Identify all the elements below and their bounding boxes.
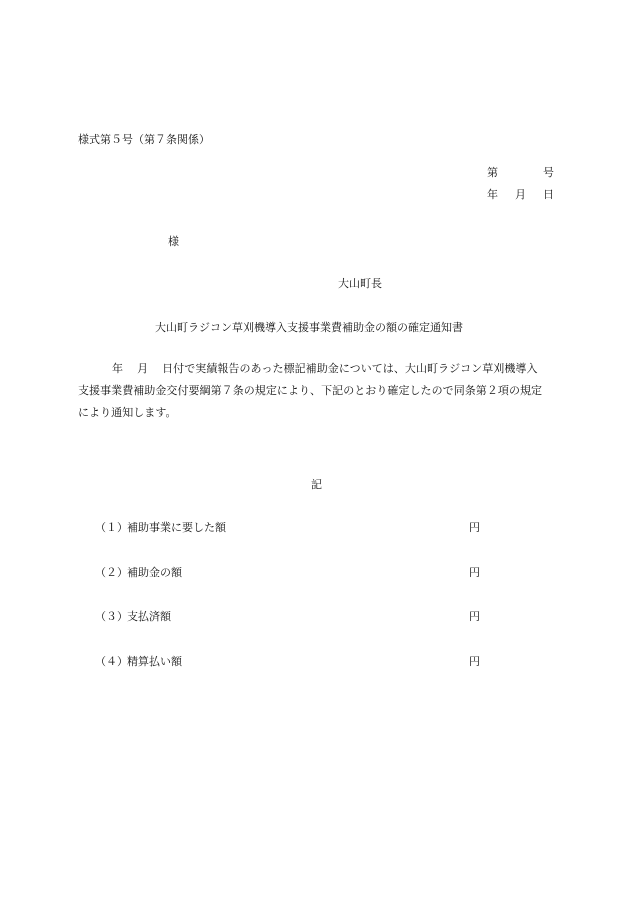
body-paragraph	[78, 358, 556, 424]
document-number	[487, 164, 554, 180]
body-line-1	[78, 358, 556, 380]
body-line-2: 支援事業費補助金交付要綱第７条の規定により、下記のとおり確定したので同条第２項の規定	[78, 384, 543, 397]
item-number: （２）	[95, 566, 128, 579]
document-title: 大山町ラジコン草刈機導入支援事業費補助金の額の確定通知書	[155, 321, 463, 334]
form-label: 様式第５号（第７条関係）	[78, 133, 210, 146]
item-label: 補助金の額	[127, 566, 182, 579]
item-row	[95, 519, 480, 535]
document-date	[487, 186, 554, 202]
item-row	[95, 608, 480, 624]
body-year: 年	[112, 362, 124, 375]
date-day: 日	[543, 188, 554, 201]
body-month: 月	[137, 362, 149, 375]
item-row	[95, 564, 480, 580]
sender-name: 大山町長	[338, 277, 382, 290]
item-label: 精算払い額	[127, 655, 182, 668]
number-suffix: 号	[543, 166, 554, 179]
item-row	[95, 653, 480, 669]
item-unit: 円	[469, 655, 480, 668]
number-prefix: 第	[487, 166, 498, 179]
ki-heading: 記	[311, 478, 322, 491]
date-month: 月	[515, 188, 526, 201]
item-number: （１）	[95, 521, 128, 534]
item-unit: 円	[469, 566, 480, 579]
item-unit: 円	[469, 521, 480, 534]
item-unit: 円	[469, 610, 480, 623]
item-label: 補助事業に要した額	[127, 521, 226, 534]
recipient-honorific: 様	[168, 235, 179, 248]
body-line-1-text: 日付で実績報告のあった標記補助金については、大山町ラジコン草刈機導入	[162, 362, 538, 375]
date-year: 年	[487, 188, 498, 201]
item-number: （３）	[95, 610, 128, 623]
item-label: 支払済額	[127, 610, 171, 623]
item-number: （４）	[95, 655, 128, 668]
body-line-3: により通知します。	[78, 406, 177, 419]
